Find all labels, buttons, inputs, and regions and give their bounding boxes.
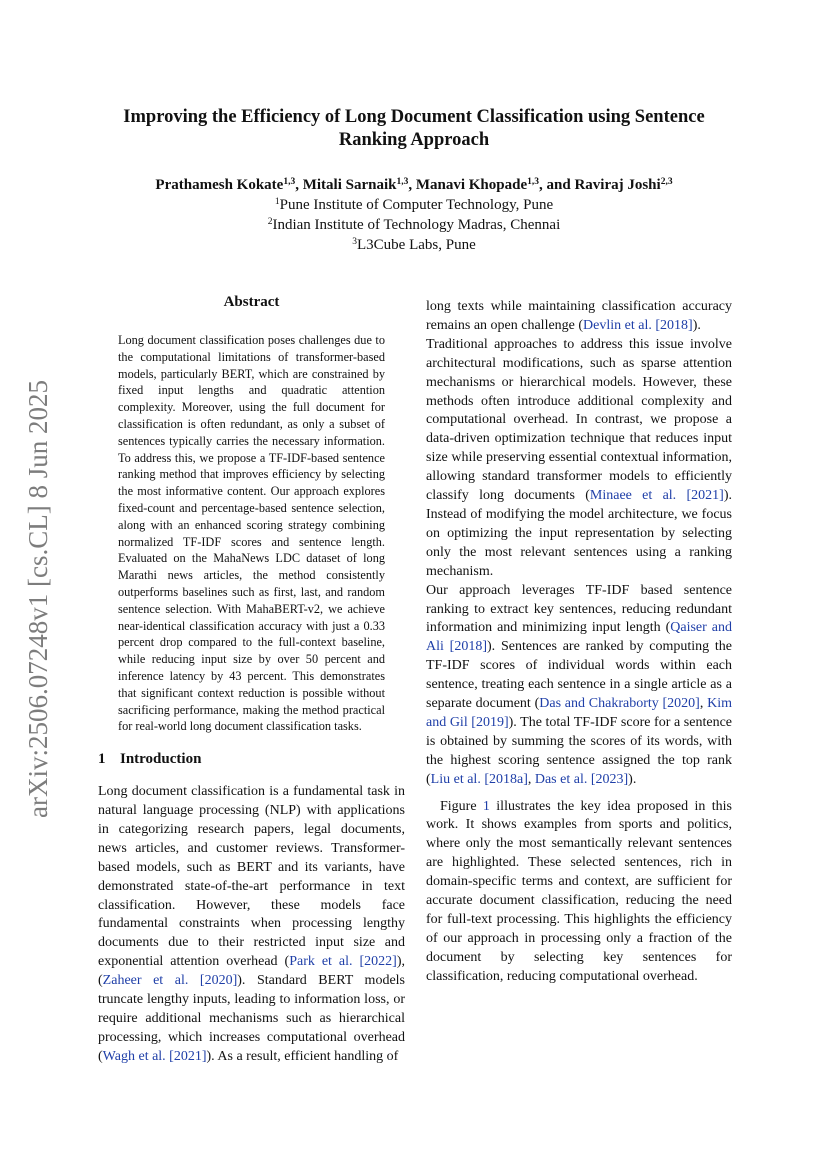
citation-link[interactable]: Park et al. [2022]: [289, 954, 397, 970]
arxiv-identifier: arXiv:2506.07248v1 [cs.CL] 8 Jun 2025: [23, 380, 53, 818]
text-run: ).: [628, 771, 637, 787]
body-paragraph: [426, 798, 732, 987]
text-run: Our approach leverages TF-IDF based sentence ranking to extract key sentences, reducing redundant information and minimizing input length (: [426, 582, 732, 636]
affiliation: $^1$Pune Institute of Computer Technology, Pune: [274, 197, 554, 213]
affiliation-list: [90, 195, 738, 255]
text-run: ). The total TF-IDF score for a sentence is obtained by summing the scores of its words, with the highest scoring sentence assigned the top rank (: [426, 714, 732, 787]
citation-link[interactable]: Das and Chakraborty [2020]: [539, 696, 700, 712]
affiliation: $^2$Indian Institute of Technology Madras, Chennai: [267, 217, 561, 233]
text-run: Figure: [440, 798, 483, 814]
author: Mitali Sarnaik$^{1,3}$,: [302, 177, 416, 193]
text-run: illustrates the key idea proposed in this work. It shows examples from sports and politics, where only the most semantically relevant sentences are highlighted. These selected sentences, rich in domain-specific terms and context, are sufficient for accurate document classification, reducing the need for full-text processing. This highlights the efficiency of our approach in processing only a fraction of the document by selecting key sentences for classification, reducing computational overhead.: [426, 798, 732, 984]
body-paragraph: [426, 336, 732, 582]
citation-link[interactable]: Qaiser and Ali [2018]: [426, 620, 732, 655]
body-paragraph: [426, 298, 732, 336]
citation-link[interactable]: Liu et al. [2018a]: [430, 771, 528, 787]
citation-link[interactable]: Minaee et al. [2021]: [589, 488, 724, 504]
citation-link[interactable]: 1: [482, 798, 490, 814]
text-run: ),(: [98, 954, 405, 989]
text-run: long texts while maintaining classification accuracy remains an open challenge (: [426, 299, 732, 333]
body-paragraph: [98, 783, 405, 1067]
text-run: ,: [527, 771, 535, 787]
left-column: [98, 292, 405, 1067]
text-run: Traditional approaches to address this issue involve architectural modifications, such as sparse attention mechanisms or hierarchical models. However, these methods often introduce additional complexity and computational overhead. In contrast, we propose a data-driven optimization technique that reduces input size while preserving essential contextual information, allowing standard transformer models to efficiently classify long documents (: [426, 336, 732, 504]
body-paragraph: [426, 582, 732, 790]
abstract-text: Long document classification poses challenges due to the computational limitations of transformer-based models, particularly BERT, which are constrained by fixed input lengths and quadratic attention complexity. Moreover, using the full document for classification is often redundant, as only a subset of sentences typically carries the necessary information. To address this, we propose a TF-IDF-based sentence ranking method that improves efficiency by selecting the most informative content. Our approach explores fixed-count and percentage-based sentence selection, along with an enhanced scoring strategy combining normalized TF-IDF scores and sentence length. Evaluated on the MahaNews LDC dataset of long Marathi news articles, the method consistently outperforms baselines such as first, last, and random sentence selection. With MahaBERT-v2, we achieve near-identical classification accuracy with just a 0.33 percent drop compared to the full-context baseline, while reducing input size by over 50 percent and inference latency by 43 percent. This demonstrates that significant context reduction is possible without sacrificing performance, making the method practical for real-world long document classification tasks.: [118, 333, 385, 734]
author-list: [90, 175, 738, 195]
author: Manavi Khopade$^{1,3}$, and: [415, 177, 575, 193]
text-run: ). Instead of modifying the model architecture, we focus on optimizing the input representation by selecting only the most relevant sentences using a ranking mechanism.: [426, 488, 732, 579]
citation-link[interactable]: Das et al. [2023]: [534, 771, 629, 787]
paper-title: Improving the Efficiency of Long Document Classification using Sentence Ranking Approach: [123, 107, 705, 150]
affiliation: $^3$L3Cube Labs, Pune: [352, 237, 476, 253]
text-run: ). Standard BERT models truncate lengthy inputs, leading to information loss, or require additional mechanisms such as hierarchical processing, which increases computational overhead (: [98, 973, 405, 1064]
text-run: ). Sentences are ranked by computing the TF-IDF scores of individual words within each sentence, treating each sentence in a single article as a separate document (: [426, 639, 732, 712]
section-number: 1: [98, 751, 106, 768]
abstract-heading: Abstract: [223, 294, 280, 310]
citation-link[interactable]: Devlin et al. [2018]: [583, 317, 693, 333]
text-run: Long document classification is a fundamental task in natural language processing (NLP) with applications in categorizing research papers, legal documents, news articles, and customer reviews. Transformer-based models, such as BERT and its variants, have demonstrated state-of-the-art performance in text classification. However, these models face fundamental constraints when processing lengthy documents due to their restricted input size and exponential attention overhead (: [98, 784, 405, 970]
section-title: Introduction: [120, 751, 202, 768]
citation-link[interactable]: Zaheer et al. [2020]: [102, 973, 238, 989]
text-run: ,: [699, 696, 708, 712]
text-run: ).: [692, 317, 701, 333]
citation-link[interactable]: Wagh et al. [2021]: [102, 1048, 207, 1064]
text-run: ). As a result, efficient handling of: [206, 1048, 399, 1064]
right-column: [426, 298, 732, 987]
citation-link[interactable]: Kim and Gil [2019]: [426, 696, 733, 730]
section-heading: [98, 749, 405, 769]
author: Raviraj Joshi$^{2,3}$: [574, 177, 673, 193]
author: Prathamesh Kokate$^{1,3}$,: [155, 177, 303, 193]
